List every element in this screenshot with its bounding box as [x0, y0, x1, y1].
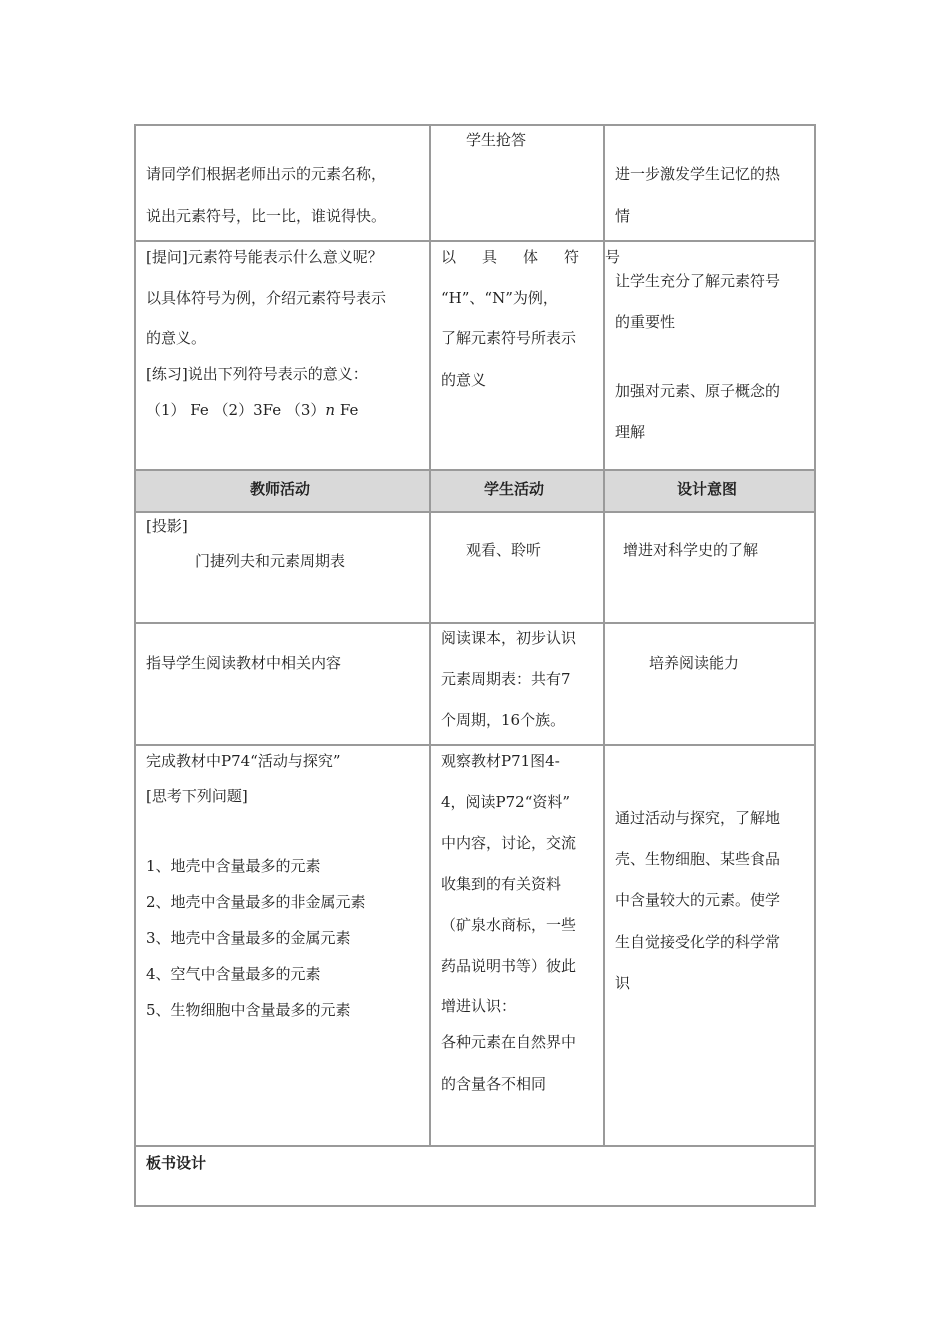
row-divider [136, 744, 814, 746]
table-cell-text: 让学生充分了解元素符号 [615, 272, 781, 290]
table-cell-text: 的意义。 [146, 329, 207, 347]
table-cell-text: 4，阅读P72“资料” [441, 793, 571, 811]
table-cell-text: 各种元素在自然界中 [441, 1033, 577, 1051]
table-cell-text: 完成教材中P74“活动与探究” [146, 752, 341, 770]
column-divider [603, 126, 605, 1145]
table-cell-text: 理解 [615, 423, 646, 441]
table-cell-text: 观看、聆听 [466, 541, 542, 559]
table-cell-text: 元素周期表：共有7 [441, 670, 571, 688]
row-divider [136, 511, 814, 513]
table-cell-text: 3、地壳中含量最多的金属元素 [146, 929, 351, 947]
table-cell-text: n [325, 401, 336, 419]
table-cell-text: 通过活动与探究，了解地 [615, 809, 781, 827]
row-divider [136, 469, 814, 471]
table-cell-text: 5、生物细胞中含量最多的元素 [146, 1001, 351, 1019]
table-cell-text: [思考下列问题] [146, 787, 248, 805]
lesson-plan-table [134, 124, 816, 1207]
table-cell-text: 学生抢答 [466, 131, 527, 149]
table-cell-text: （1） Fe （2）3Fe （3） [146, 401, 326, 419]
table-cell-text: 中含量较大的元素。使学 [615, 891, 781, 909]
table-cell-text: 加强对元素、原子概念的 [615, 382, 781, 400]
table-cell-text: 增进对科学史的了解 [623, 541, 759, 559]
table-cell-text: 阅读课本，初步认识 [441, 629, 577, 647]
column-header-teacher: 教师活动 [250, 480, 311, 498]
column-header-student: 学生活动 [484, 480, 545, 498]
table-cell-text: 2、地壳中含量最多的非金属元素 [146, 893, 366, 911]
table-cell-text: Fe [335, 401, 359, 419]
table-cell-text: 指导学生阅读教材中相关内容 [146, 654, 342, 672]
table-cell-text: 个周期，16个族。 [441, 711, 566, 729]
row-divider [136, 1145, 814, 1147]
table-cell-text: 壳、生物细胞、某些食品 [615, 850, 781, 868]
table-cell-text: 培养阅读能力 [649, 654, 740, 672]
table-cell-text: [提问]元素符号能表示什么意义呢？ [146, 248, 383, 266]
table-cell-text: （矿泉水商标，一些 [441, 916, 577, 934]
row-divider [136, 240, 814, 242]
table-cell-text: 1、地壳中含量最多的元素 [146, 857, 321, 875]
table-cell-text: 识 [615, 974, 631, 992]
table-cell-text: “H”、“N”为例， [441, 289, 558, 307]
table-cell-text: 的含量各不相同 [441, 1075, 547, 1093]
table-cell-text: 进一步激发学生记忆的热 [615, 165, 781, 183]
board-design-label: 板书设计 [146, 1154, 207, 1172]
table-cell-text: 以具体符号为例，介绍元素符号表示 [146, 289, 387, 307]
table-cell-text: 药品说明书等）彼此 [441, 957, 577, 975]
table-cell-text: 4、空气中含量最多的元素 [146, 965, 321, 983]
column-header-intent: 设计意图 [677, 480, 738, 498]
table-cell-text: [练习]说出下列符号表示的意义： [146, 365, 368, 383]
table-cell-text: 情 [615, 207, 631, 225]
row-divider [136, 622, 814, 624]
table-cell-text: 说出元素符号，比一比，谁说得快。 [146, 207, 387, 225]
exercise-line [146, 400, 358, 420]
table-cell-text: [投影] [146, 517, 188, 535]
table-cell-text: 增进认识： [441, 997, 517, 1015]
table-cell-text: 请同学们根据老师出示的元素名称， [146, 165, 387, 183]
table-cell-text: 门捷列夫和元素周期表 [195, 552, 346, 570]
table-cell-text: 的意义 [441, 371, 487, 389]
table-cell-text: 的重要性 [615, 313, 676, 331]
table-cell-text: 了解元素符号所表示 [441, 329, 577, 347]
column-divider [429, 126, 431, 1145]
table-cell-text: 收集到的有关资料 [441, 875, 562, 893]
table-cell-text: 生自觉接受化学的科学常 [615, 933, 781, 951]
table-cell-text: 观察教材P71图4- [441, 752, 560, 770]
table-cell-text: 中内容，讨论，交流 [441, 834, 577, 852]
table-cell-text: 以具体符号 [441, 248, 647, 266]
